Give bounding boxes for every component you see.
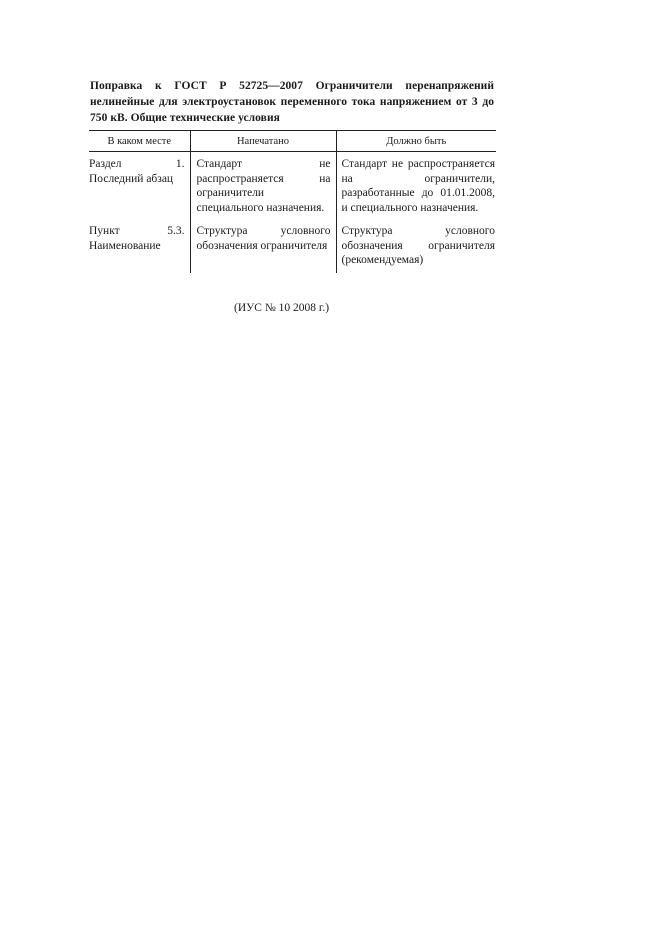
cell-place: Пункт 5.3. Наименование xyxy=(89,225,185,252)
table-header-row xyxy=(89,131,496,152)
cell-should-be: Структура условного обозначения ограничителя (рекомендуемая) xyxy=(336,219,496,273)
header-should-be: Должно быть xyxy=(336,131,496,152)
header-place: В каком месте xyxy=(89,131,190,152)
cell-printed: Стандарт не распространяется на ограничители специального назначения. xyxy=(190,152,336,220)
table-row xyxy=(89,219,496,273)
header-printed: Напечатано xyxy=(190,131,336,152)
amendment-table xyxy=(89,130,496,273)
cell-printed: Структура условного обозначения ограничителя xyxy=(190,219,336,273)
cell-place: Раздел 1. Последний абзац xyxy=(89,158,185,185)
cell-should-be: Стандарт не распространяется на ограничители, разработанные до 01.01.2008, и специального назначения. xyxy=(336,152,496,220)
table-row xyxy=(89,152,496,220)
source-reference: (ИУС № 10 2008 г.) xyxy=(234,302,330,314)
document-title: Поправка к ГОСТ Р 52725—2007 Ограничители перенапряжений нелинейные для электроустановок переменного тока напряжением от 3 до 750 кВ. Общие технические условия xyxy=(90,80,494,124)
